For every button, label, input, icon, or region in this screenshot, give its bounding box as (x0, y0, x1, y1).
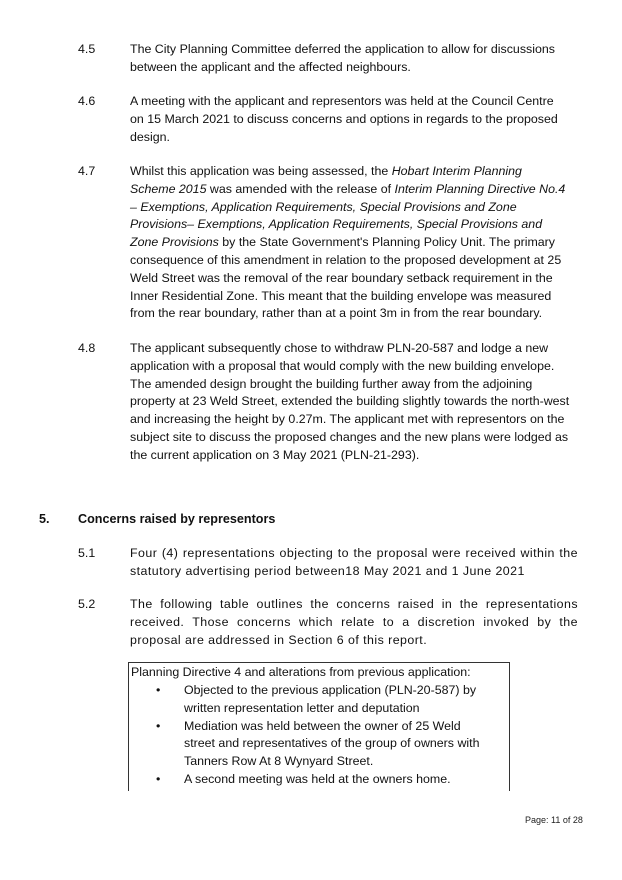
bullet-icon: • (156, 718, 161, 733)
directive-title: Interim Planning Directive No.4 – Exemptions, Application Requirements, Special Provisions and Zone Provisions– Exemptions, Application Requirements, Special Provisions and Zone Provisions (130, 181, 566, 250)
bullet-icon: • (156, 771, 161, 786)
section-title: Concerns raised by representors (78, 512, 276, 526)
paragraph-text (130, 163, 566, 323)
text-run: was amended with the release of (206, 181, 395, 196)
list-item (129, 682, 494, 718)
paragraph-text: The following table outlines the concerns raised in the representations received. Those concerns which relate to a discretion invoked by the proposal are addressed in Section 6 of this report. (130, 597, 578, 647)
paragraph-number: 4.5 (78, 42, 96, 56)
table-heading: Planning Directive 4 and alterations from previous application: (131, 665, 471, 679)
text-run: Whilst this application was being assessed, the (130, 164, 392, 178)
concern-list (129, 682, 509, 789)
paragraph-text: Four (4) representations objecting to the proposal were received within the statutory advertising period between18 May 2021 and 1 June 2021 (130, 546, 578, 578)
paragraph-text: The City Planning Committee deferred the application to allow for discussions between the applicant and the affected neighbours. (130, 42, 555, 74)
paragraph-number: 4.6 (78, 94, 96, 108)
section-number: 5. (39, 512, 50, 526)
paragraph-text: The applicant subsequently chose to withdraw PLN-20-587 and lodge a new application with a proposal that would comply with the new building envelope. The amended design brought the building further away from the adjoining property at 23 Weld Street, extended the building slightly towards the north-west and increasing the height by 0.27m. The applicant met with representors on the subject site to discuss the proposed changes and the new plans were lodged as the current application on 3 May 2021 (PLN-21-293). (130, 341, 570, 462)
text-run: by the State Government's Planning Policy Unit. The primary consequence of this amendment in relation to the proposed development at 25 Weld Street was the removal of the rear boundary setback requirement in the Inner Residential Zone. This meant that the building envelope was measured from the rear boundary, rather than at a point 3m in from the rear boundary. (130, 235, 562, 321)
list-item-text: Objected to the previous application (PLN-20-587) by written representation letter and deputation (184, 683, 477, 715)
page-number-footer: Page: 11 of 28 (525, 815, 583, 825)
paragraph-number: 5.2 (78, 597, 96, 611)
scheme-title: Hobart Interim Planning Scheme 2015 (130, 164, 522, 196)
list-item (129, 718, 494, 771)
paragraph-number: 5.1 (78, 546, 96, 560)
bullet-icon: • (156, 683, 161, 697)
paragraph-number: 4.8 (78, 341, 96, 355)
list-item (129, 771, 494, 789)
paragraph-text: A meeting with the applicant and representors was held at the Council Centre on 15 March 2021 to discuss concerns and options in regards to the proposed design. (130, 94, 558, 144)
list-item-text: A second meeting was held at the owners home. (184, 771, 451, 786)
paragraph-number: 4.7 (78, 164, 96, 178)
list-item-text: Mediation was held between the owner of 25 Weld street and representatives of the group of owners with Tanners Row At 8 Wynyard Street. (184, 718, 480, 769)
concerns-table (128, 662, 510, 791)
